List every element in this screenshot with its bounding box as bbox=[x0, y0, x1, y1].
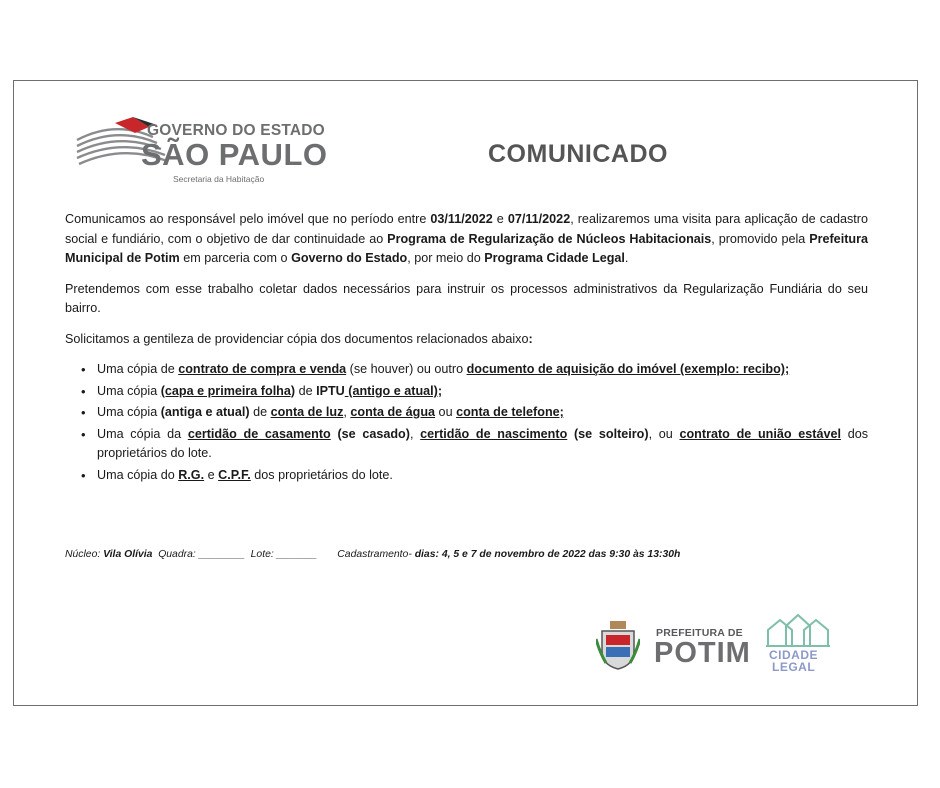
underlined-text: (antigo e atual); bbox=[344, 383, 443, 398]
colon: : bbox=[528, 331, 533, 346]
list-item bbox=[97, 466, 868, 486]
bold-text: IPTU bbox=[316, 383, 345, 398]
underlined-text: conta de água bbox=[350, 405, 436, 419]
text: Uma cópia do bbox=[97, 467, 179, 482]
text: em parceria com o bbox=[179, 251, 292, 265]
text: Uma cópia da bbox=[97, 426, 188, 441]
underlined-text: contrato de compra e venda bbox=[178, 362, 347, 376]
paragraph-intro bbox=[65, 210, 868, 269]
gov-subtitle: Secretaria da Habitação bbox=[173, 174, 265, 184]
text: (se houver) ou outro bbox=[346, 362, 467, 376]
cidade-legal-line2: LEGAL bbox=[772, 660, 816, 674]
text: e bbox=[204, 467, 219, 482]
bold-text: (se solteiro) bbox=[567, 426, 649, 441]
potim-logo-text: POTIM bbox=[654, 637, 751, 669]
text: Uma cópia bbox=[97, 383, 161, 398]
text: , realizaremos uma visita para aplicação de cadastro social e fundiário, com o objetivo de dar continuidade ao bbox=[65, 212, 868, 246]
gov-title-line2: SÃO PAULO bbox=[141, 137, 328, 172]
text: dos proprietários do lote. bbox=[97, 426, 868, 460]
date-end: 07/11/2022 bbox=[507, 212, 571, 226]
program-name: Programa de Regularização de Núcleos Habitacionais bbox=[387, 231, 712, 246]
text: , bbox=[343, 405, 351, 419]
text: Uma cópia bbox=[97, 405, 161, 419]
underlined-text: certidão de nascimento bbox=[420, 426, 568, 441]
schedule-text: dias: 4, 5 e 7 de novembro de 2022 das 9:30 às 13:30h bbox=[414, 549, 681, 560]
paragraph-purpose: Pretendemos com esse trabalho coletar dados necessários para instruir os processos administrativos da Regularização Fundiária do seu bairro. bbox=[65, 281, 868, 315]
cidade-legal-name: Programa Cidade Legal bbox=[484, 251, 625, 265]
text: . bbox=[624, 251, 629, 265]
quadra-lote-text: Quadra: ________ Lote: _______ Cadastramento- bbox=[152, 549, 415, 560]
underlined-text: R.G. bbox=[178, 467, 205, 482]
document-list bbox=[65, 360, 868, 485]
prefeitura-name: Prefeitura Municipal de Potim bbox=[65, 231, 868, 265]
date-start: 03/11/2022 bbox=[430, 212, 493, 226]
text: Comunicamos ao responsável pelo imóvel que no período entre bbox=[65, 212, 431, 226]
list-item bbox=[97, 360, 868, 380]
cidade-legal-houses-icon bbox=[764, 612, 832, 648]
list-item bbox=[97, 382, 868, 402]
underlined-text: certidão de casamento bbox=[187, 426, 331, 441]
governo-name: Governo do Estado bbox=[291, 251, 408, 265]
list-item bbox=[97, 425, 868, 464]
nucleo-label: Núcleo: bbox=[65, 549, 104, 560]
underlined-text: documento de aquisição do imóvel (exemplo: recibo); bbox=[466, 362, 790, 376]
text: dos proprietários do lote. bbox=[250, 467, 393, 482]
paragraph-request bbox=[65, 330, 868, 350]
underlined-text: conta de luz bbox=[270, 405, 344, 419]
text: de bbox=[295, 383, 317, 398]
text: , promovido pela bbox=[711, 231, 810, 246]
potim-crest-icon bbox=[596, 619, 640, 671]
potim-pre-label: PREFEITURA DE bbox=[656, 627, 743, 639]
bold-text: (antiga e atual) bbox=[160, 405, 250, 419]
text: e bbox=[492, 212, 508, 226]
text: Uma cópia de bbox=[97, 362, 179, 376]
cidade-legal-line1: CIDADE bbox=[769, 648, 819, 662]
underlined-text: C.P.F. bbox=[218, 467, 251, 482]
underlined-text: conta de telefone; bbox=[456, 405, 564, 419]
underlined-text: contrato de união estável bbox=[679, 426, 841, 441]
text: de bbox=[249, 405, 271, 419]
text: , bbox=[409, 426, 421, 441]
list-item bbox=[97, 403, 868, 423]
gov-title-line1: GOVERNO DO ESTADO bbox=[147, 122, 325, 139]
page-title: COMUNICADO bbox=[488, 140, 668, 168]
bold-text: (se casado) bbox=[330, 426, 410, 441]
text: , ou bbox=[648, 426, 680, 441]
text: , por meio do bbox=[407, 251, 485, 265]
document-body bbox=[65, 210, 868, 491]
text: Solicitamos a gentileza de providenciar cópia dos documentos relacionados abaixo bbox=[65, 331, 529, 346]
underlined-text: (capa e primeira folha) bbox=[160, 383, 296, 398]
nucleo-value: Vila Olívia bbox=[103, 549, 153, 560]
text: ou bbox=[435, 405, 457, 419]
footer-details bbox=[65, 549, 680, 560]
